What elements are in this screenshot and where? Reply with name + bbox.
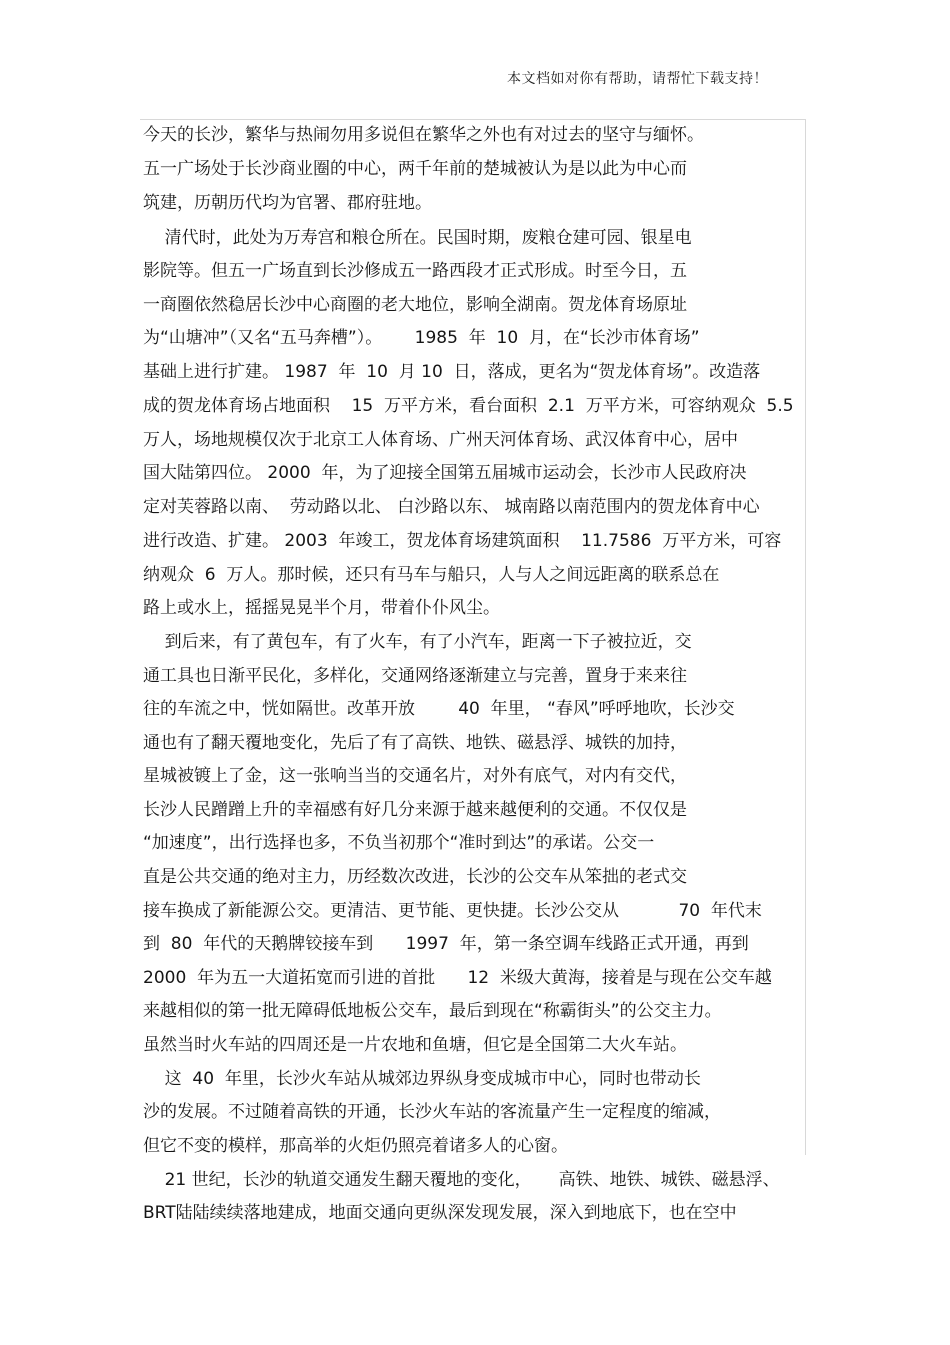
text-line: BRT陆陆续续落地建成，地面交通向更纵深发现发展，深入到地底下，也在空中 xyxy=(143,1203,737,1223)
text-line: 来越相似的第一批无障碍低地板公交车，最后到现在“称霸街头”的公交主力。 xyxy=(143,1001,722,1021)
text-line: 基础上进行扩建。 1987 年 10 月 10 日，落成，更名为“贺龙体育场”。改造落 xyxy=(143,362,761,382)
text-line: 到后来，有了黄包车，有了火车，有了小汽车，距离一下子被拉近，交 xyxy=(143,632,692,652)
text-line: “加速度”，出行选择也多，不负当初那个“准时到达”的承诺。公交一 xyxy=(143,833,655,853)
text-line: 万人，场地规模仅次于北京工人体育场、广州天河体育场、武汉体育中心，居中 xyxy=(143,430,738,450)
text-line: 接车换成了新能源公交。更清洁、更节能、更快捷。长沙公交从 70 年代末 xyxy=(143,901,762,921)
text-line: 成的贺龙体育场占地面积 15 万平方米，看台面积 2.1 万平方米，可容纳观众 5.5 xyxy=(143,396,794,416)
text-line: 这 40 年里，长沙火车站从城郊边界纵身变成城市中心，同时也带动长 xyxy=(143,1069,701,1089)
text-line: 直是公共交通的绝对主力，历经数次改进，长沙的公交车从笨拙的老式交 xyxy=(143,867,687,887)
text-line: 2000 年为五一大道拓宽而引进的首批 12 米级大黄海，接着是与现在公交车越 xyxy=(143,968,772,988)
text-line: 21 世纪，长沙的轨道交通发生翻天覆地的变化， 高铁、地铁、城铁、磁悬浮、 xyxy=(143,1170,780,1190)
text-line: 到 80 年代的天鹅牌铰接车到 1997 年，第一条空调车线路正式开通，再到 xyxy=(143,934,749,954)
text-line: 星城被镀上了金，这一张响当当的交通名片，对外有底气，对内有交代， xyxy=(143,766,687,786)
text-line: 长沙人民蹭蹭上升的幸福感有好几分来源于越来越便利的交通。不仅仅是 xyxy=(143,800,687,820)
header-note: 本文档如对你有帮助，请帮忙下载支持！ xyxy=(507,71,768,87)
text-line: 一商圈依然稳居长沙中心商圈的老大地位，影响全湖南。贺龙体育场原址 xyxy=(143,295,687,315)
text-line: 通也有了翻天覆地变化，先后了有了高铁、地铁、磁悬浮、城铁的加持， xyxy=(143,733,687,753)
text-line: 通工具也日渐平民化，多样化，交通网络逐渐建立与完善，置身于来来往 xyxy=(143,666,687,686)
text-line: 往的车流之中，恍如隔世。改革开放 40 年里， “春风”呼呼地吹，长沙交 xyxy=(143,699,735,719)
text-line: 为“山塘冲”（又名“五马奔槽”）。 1985 年 10 月，在“长沙市体育场” xyxy=(143,328,700,348)
text-line: 进行改造、扩建。 2003 年竣工，贺龙体育场建筑面积 11.7586 万平方米，可容 xyxy=(143,531,782,551)
text-line: 定对芙蓉路以南、 劳动路以北、 白沙路以东、 城南路以南范围内的贺龙体育中心 xyxy=(143,497,760,517)
text-line: 沙的发展。不过随着高铁的开通，长沙火车站的客流量产生一定程度的缩减， xyxy=(143,1102,721,1122)
text-line: 路上或水上，摇摇晃晃半个月，带着仆仆风尘。 xyxy=(143,598,500,618)
text-line: 虽然当时火车站的四周还是一片农地和鱼塘，但它是全国第二大火车站。 xyxy=(143,1035,687,1055)
text-line: 五一广场处于长沙商业圈的中心，两千年前的楚城被认为是以此为中心而 xyxy=(143,159,687,179)
text-line: 国大陆第四位。 2000 年，为了迎接全国第五届城市运动会，长沙市人民政府决 xyxy=(143,463,747,483)
text-line: 但它不变的模样，那高举的火炬仍照亮着诸多人的心窗。 xyxy=(143,1136,568,1156)
text-line: 筑建，历朝历代均为官署、郡府驻地。 xyxy=(143,193,432,213)
text-line: 今天的长沙，繁华与热闹勿用多说但在繁华之外也有对过去的坚守与缅怀。 xyxy=(143,125,704,145)
text-line: 影院等。但五一广场直到长沙修成五一路西段才正式形成。时至今日，五 xyxy=(143,261,687,281)
text-line: 清代时，此处为万寿宫和粮仓所在。民国时期，废粮仓建可园、银星电 xyxy=(143,228,692,248)
text-line: 纳观众 6 万人。那时候，还只有马车与船只，人与人之间远距离的联系总在 xyxy=(143,565,720,585)
